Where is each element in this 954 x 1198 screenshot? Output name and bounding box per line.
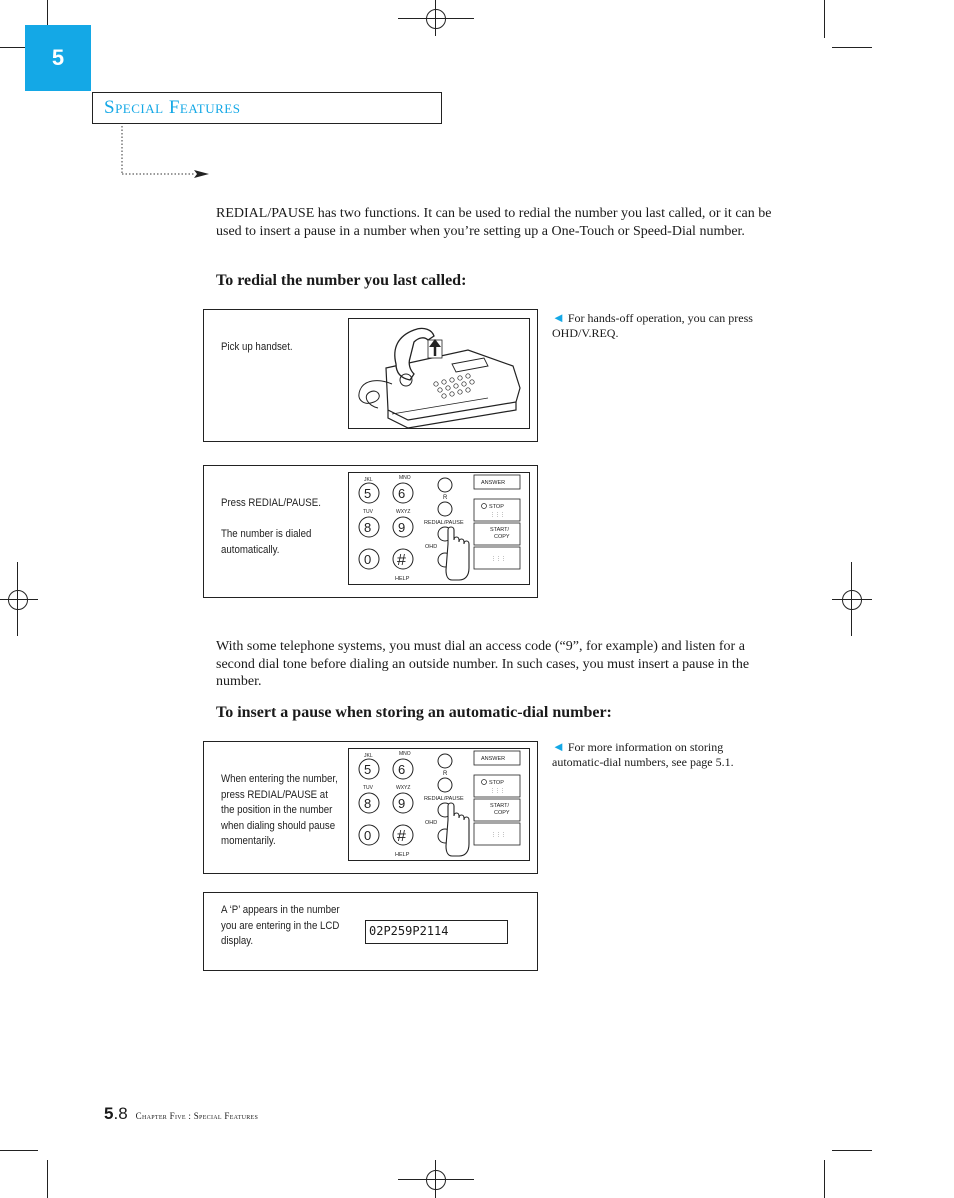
crop-mark <box>832 1150 872 1151</box>
footer-caption: Chapter Five : Special Features <box>135 1111 259 1121</box>
note-hands-off <box>552 311 772 340</box>
keypad-sub-tuv: TUV <box>363 509 373 515</box>
keypad-answer-label: ANSWER <box>481 480 506 486</box>
svg-text:⋮⋮⋮: ⋮⋮⋮ <box>491 556 506 562</box>
blue-arrow-icon: ◄ <box>552 739 565 754</box>
page-number-sub: .8 <box>113 1104 128 1123</box>
crop-mark <box>824 1160 825 1198</box>
step-panel-lcd <box>203 892 538 971</box>
step-caption: Pick up handset. <box>221 341 293 353</box>
keypad-answer-label: ANSWER <box>481 756 506 762</box>
keypad-sub-tuv: TUV <box>363 785 373 791</box>
dotted-connector-arrow <box>115 124 215 182</box>
keypad-start-label-2: COPY <box>494 534 510 540</box>
keypad-sub-mno: MNO <box>399 751 411 757</box>
keypad-sub-mno: MNO <box>399 475 411 481</box>
keypad-r-label: R <box>443 771 448 777</box>
crop-mark <box>824 0 825 38</box>
fax-machine-illustration <box>348 318 530 430</box>
keypad-start-label-1: START/ <box>490 803 510 809</box>
keypad-ohd-label: OHD <box>425 544 438 550</box>
step-panel-pickup <box>203 309 538 442</box>
note-text: For more information on storing automatic-dial numbers, see page 5.1. <box>552 740 734 769</box>
note-text: For hands-off operation, you can press OHD/V.REQ. <box>552 311 753 340</box>
page-title: Special Features <box>104 97 241 118</box>
step-caption: Press REDIAL/PAUSE. <box>221 497 321 509</box>
keypad-key-0: 0 <box>364 552 372 567</box>
keypad-illustration <box>348 748 530 862</box>
keypad-illustration <box>348 472 530 586</box>
keypad-redial-label: REDIAL/PAUSE <box>424 520 464 526</box>
keypad-start-label-1: START/ <box>490 527 510 533</box>
step-panel-redial <box>203 465 538 598</box>
crop-mark <box>832 47 872 48</box>
svg-text:⋮⋮⋮: ⋮⋮⋮ <box>490 788 505 794</box>
keypad-sub-wxyz: WXYZ <box>396 785 411 791</box>
keypad-key-0: 0 <box>364 828 372 843</box>
keypad-stop-label: STOP <box>489 780 504 786</box>
keypad-ohd-label: OHD <box>425 820 438 826</box>
svg-text:⋮⋮⋮: ⋮⋮⋮ <box>491 832 506 838</box>
keypad-key-6: 6 <box>398 762 406 777</box>
keypad-redial-label: REDIAL/PAUSE <box>424 796 464 802</box>
note-more-info <box>552 740 777 769</box>
keypad-key-9: 9 <box>398 796 406 811</box>
step-caption: When entering the number, press REDIAL/PAUSE at the position in the number when dialing should pause momentarily. <box>221 773 338 847</box>
page-footer <box>104 1104 258 1124</box>
lcd-display: 02P259P2114 <box>365 920 508 944</box>
svg-text:⋮⋮⋮: ⋮⋮⋮ <box>490 512 505 518</box>
step-caption: The number is dialed automatically. <box>221 528 312 556</box>
crop-mark <box>0 1150 38 1151</box>
keypad-key-5: 5 <box>364 762 372 777</box>
keypad-sub-jkl: JKL <box>364 753 373 759</box>
keypad-key-hash: # <box>397 552 406 569</box>
keypad-start-label-2: COPY <box>494 810 510 816</box>
keypad-sub-jkl: JKL <box>364 477 373 483</box>
keypad-key-8: 8 <box>364 796 372 811</box>
page-number: 5 <box>104 1104 114 1123</box>
keypad-sub-wxyz: WXYZ <box>396 509 411 515</box>
step-caption: A ‘P’ appears in the number you are entering in the LCD display. <box>221 904 340 947</box>
keypad-sub-help: HELP <box>395 852 410 858</box>
step-panel-insert-pause <box>203 741 538 874</box>
section1-heading: To redial the number you last called: <box>216 272 467 289</box>
keypad-key-5: 5 <box>364 486 372 501</box>
keypad-key-6: 6 <box>398 486 406 501</box>
keypad-sub-help: HELP <box>395 576 410 582</box>
intro-paragraph: REDIAL/PAUSE has two functions. It can be used to redial the number you last called, or it can be used to insert a pause in a number when you’re setting up a One-Touch or Speed-Dial number. <box>216 206 772 239</box>
blue-arrow-icon: ◄ <box>552 310 565 325</box>
section2-heading: To insert a pause when storing an automatic-dial number: <box>216 704 612 721</box>
keypad-key-hash: # <box>397 828 406 845</box>
chapter-tab: 5 <box>25 25 91 91</box>
pause-paragraph: With some telephone systems, you must dial an access code (“9”, for example) and listen for a second dial tone before dialing an outside number. In such cases, you must insert a pause in the number. <box>216 639 750 689</box>
keypad-key-8: 8 <box>364 520 372 535</box>
keypad-r-label: R <box>443 495 448 501</box>
crop-mark <box>47 1160 48 1198</box>
keypad-stop-label: STOP <box>489 504 504 510</box>
keypad-key-9: 9 <box>398 520 406 535</box>
